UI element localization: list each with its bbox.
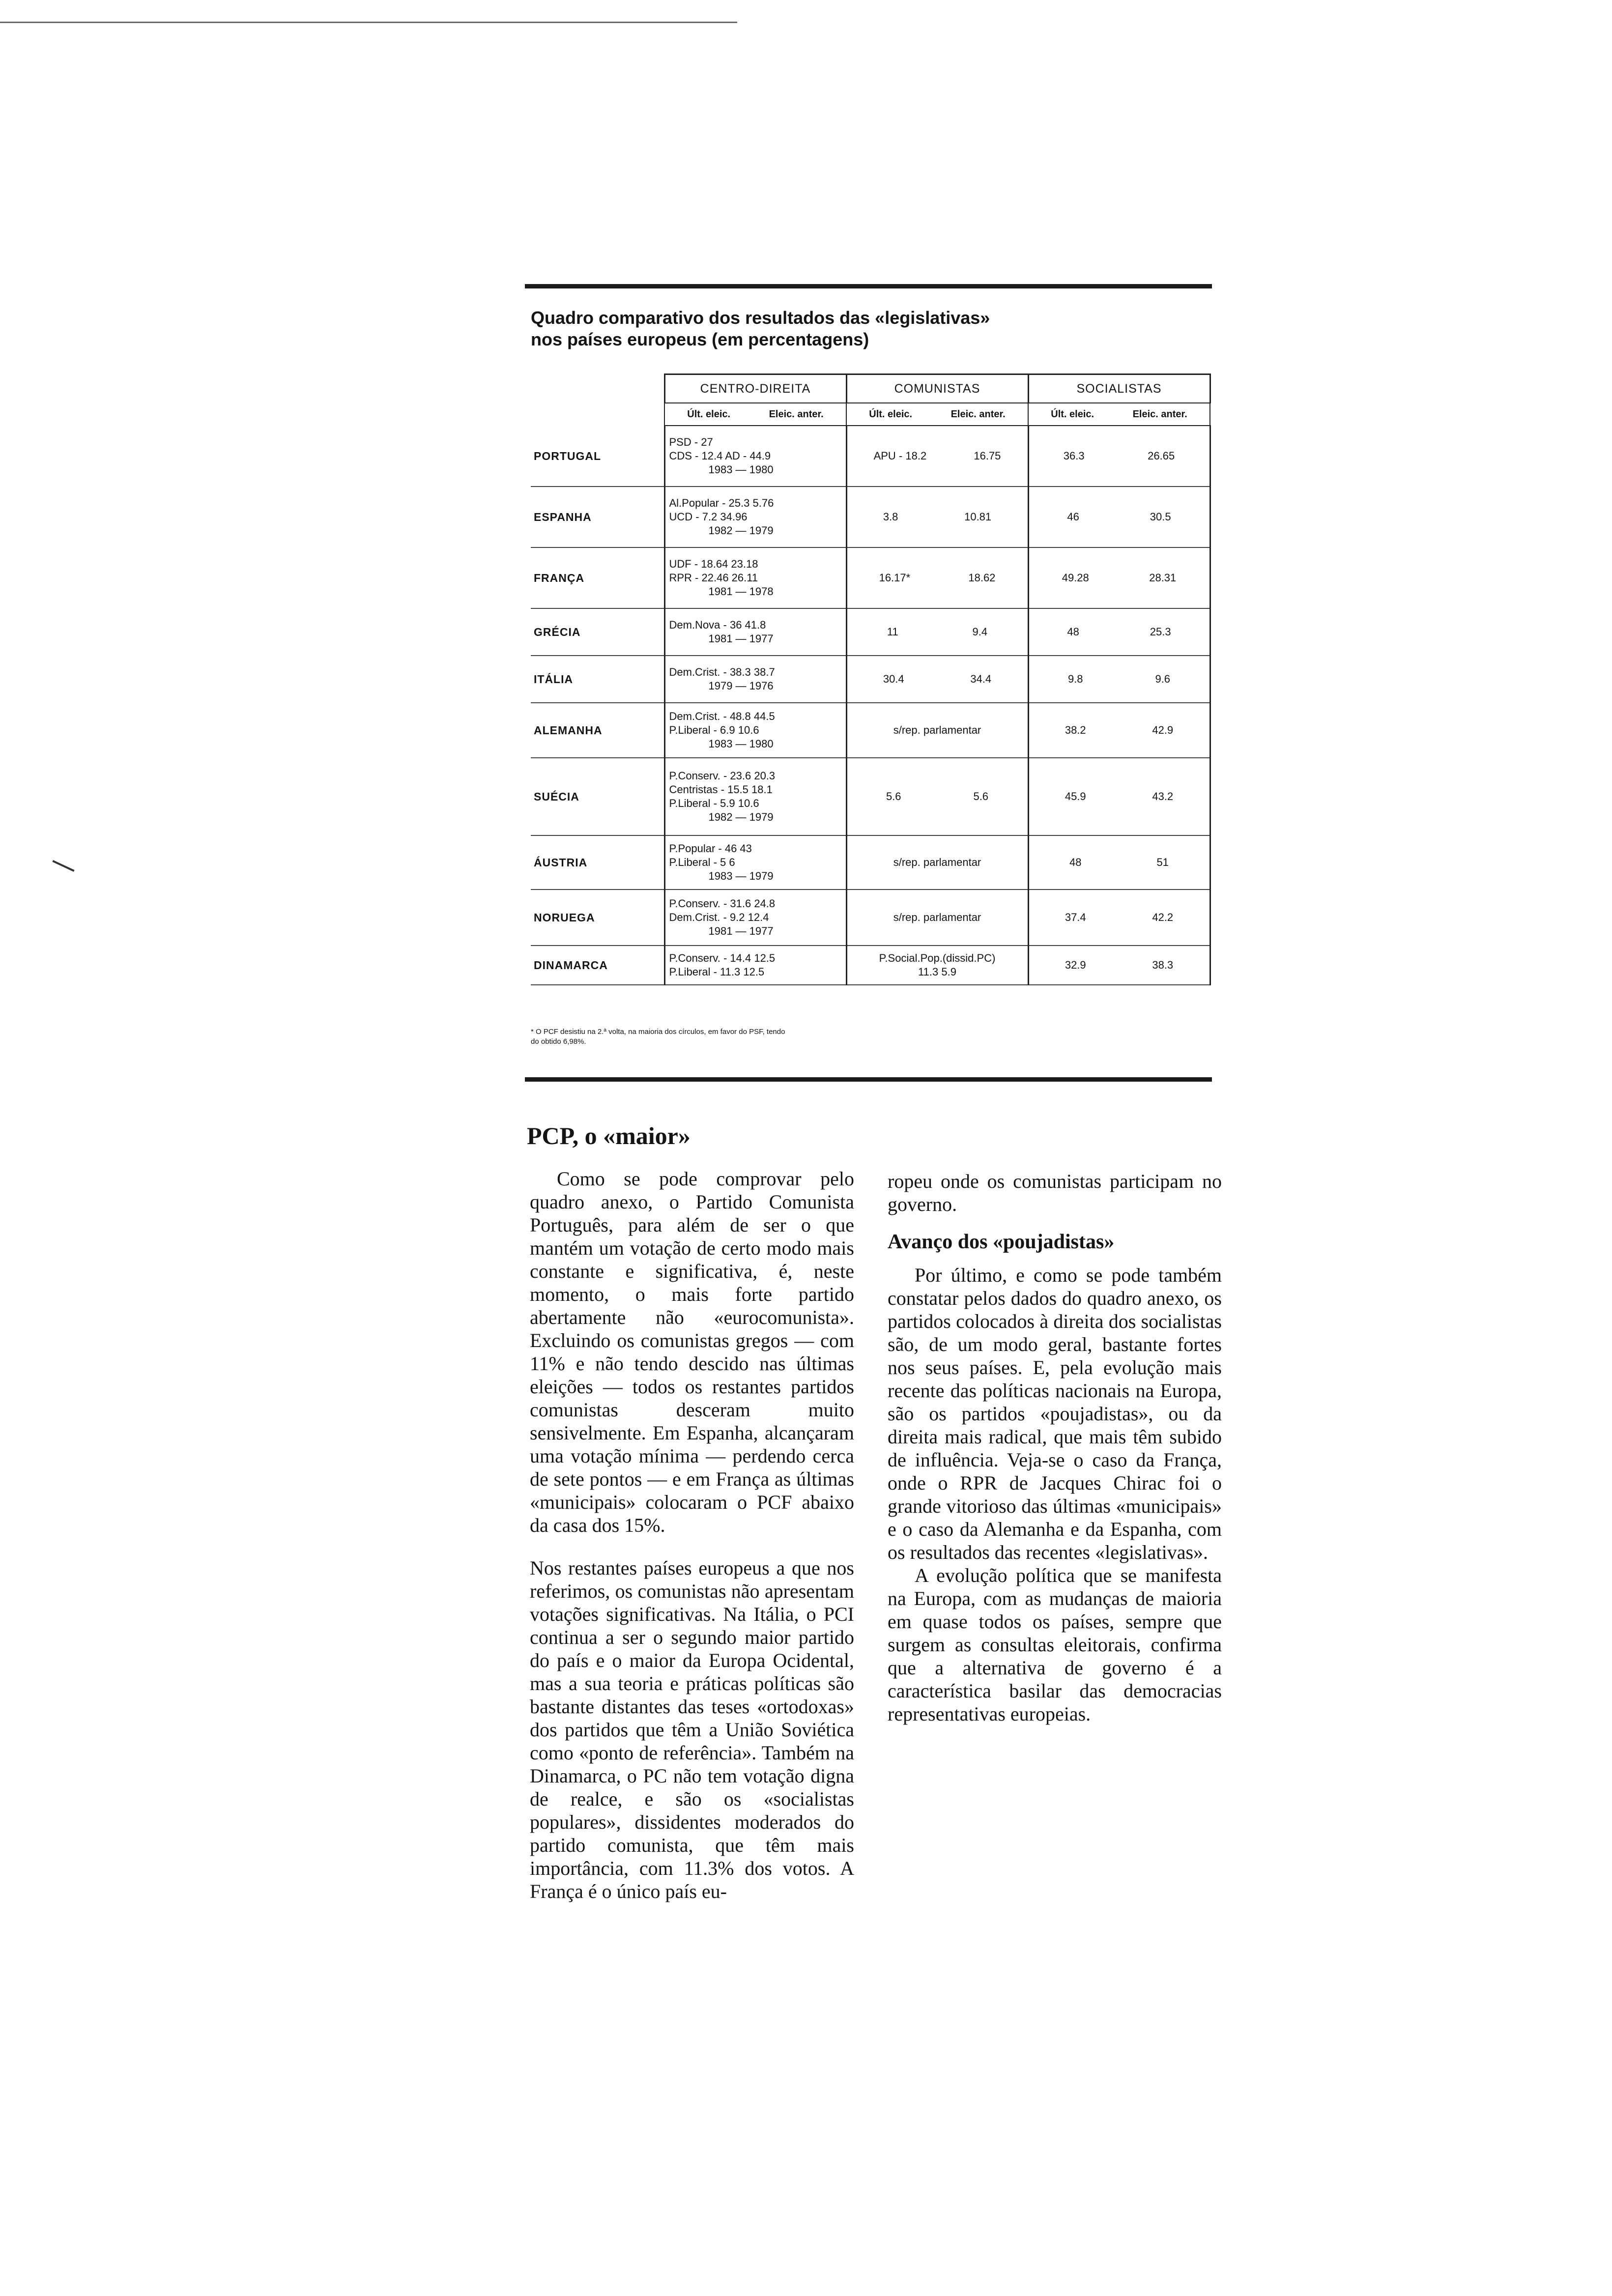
country-name: ESPANHA — [531, 487, 664, 547]
socialistas-cell — [1028, 890, 1210, 946]
table-row — [531, 835, 1210, 890]
value: 42.2 — [1152, 911, 1174, 923]
value: 16.75 — [974, 450, 1001, 462]
party-result: Dem.Crist. - 48.8 44.5 — [669, 710, 775, 722]
country-name: GRÉCIA — [531, 608, 664, 656]
comunistas-cell — [846, 758, 1028, 835]
value: 5.6 — [973, 790, 989, 803]
centro-direita-cell — [664, 426, 846, 487]
table-caption — [531, 307, 1121, 350]
caption-line-1: Quadro comparativo dos resultados das «legislativas» — [531, 308, 990, 328]
value: 45.9 — [1065, 790, 1086, 803]
party-result: P.Liberal - 5 6 — [669, 856, 735, 868]
election-years: 1983 — 1980 — [708, 463, 774, 476]
party-result: P.Liberal - 6.9 10.6 — [669, 724, 759, 736]
comunistas-cell — [846, 890, 1028, 946]
country-name: NORUEGA — [531, 890, 664, 946]
country-name: ALEMANHA — [531, 703, 664, 758]
value: s/rep. parlamentar — [893, 911, 981, 923]
value: 30.5 — [1150, 511, 1171, 523]
country-name: SUÉCIA — [531, 758, 664, 835]
article-column-1 — [530, 1167, 854, 1903]
value: 11.3 5.9 — [918, 966, 956, 978]
party-result: Dem.Nova - 36 41.8 — [669, 619, 766, 631]
article-column-2 — [888, 1170, 1222, 1725]
socialistas-cell — [1028, 547, 1210, 608]
article-heading: PCP, o «maior» — [527, 1122, 691, 1149]
comunistas-cell — [846, 946, 1028, 985]
party-result: P.Popular - 46 43 — [669, 842, 752, 855]
party-result: Dem.Crist. - 9.2 12.4 — [669, 911, 769, 923]
value: 25.3 — [1150, 626, 1171, 638]
centro-direita-cell — [664, 656, 846, 703]
value: 48 — [1069, 856, 1082, 868]
header-comunistas: COMUNISTAS — [846, 374, 1028, 403]
comunistas-cell — [846, 835, 1028, 890]
subheader-socialistas: Últ. eleic. Eleic. anter. — [1028, 403, 1210, 426]
party-result: P.Conserv. - 23.6 20.3 — [669, 770, 776, 782]
value: 16.17* — [879, 572, 911, 584]
socialistas-cell — [1028, 656, 1210, 703]
table-footnote: * O PCF desistiu na 2.ª volta, na maioria dos círculos, em favor do PSF, tendo do obtido 6,98%. — [531, 1028, 785, 1046]
caption-line-2: nos países europeus (em percentagens) — [531, 329, 869, 349]
election-years: 1981 — 1977 — [708, 632, 774, 645]
value: 9.4 — [972, 626, 988, 638]
centro-direita-cell — [664, 703, 846, 758]
value: 3.8 — [883, 511, 898, 523]
table-row — [531, 758, 1210, 835]
centro-direita-cell — [664, 758, 846, 835]
election-years: 1983 — 1980 — [708, 738, 774, 750]
scan-artifact-line — [0, 22, 737, 23]
paragraph: Como se pode comprovar pelo quadro anexo, o Partido Comunista Português, para além de ser o que mantém um votação de certo modo mais constante e significativa, é, neste momento, o mais forte partido abertamente não «eurocomunista». Excluindo os comunistas gregos — com 11% e não tendo descido nas últimas eleições — todos os restantes partidos comunistas desceram muito sensivelmente. Em Espanha, alcançaram uma votação mínima — perdendo cerca de sete pontos — e em França as últimas «municipais» colocaram o PCF abaixo da casa dos 15%. — [530, 1168, 854, 1536]
value: 32.9 — [1065, 959, 1086, 971]
comunistas-cell — [846, 703, 1028, 758]
value: s/rep. parlamentar — [893, 724, 981, 736]
value: 51 — [1156, 856, 1169, 868]
socialistas-cell — [1028, 487, 1210, 547]
table-row — [531, 890, 1210, 946]
bottom-rule — [525, 1077, 1212, 1082]
value: 36.3 — [1063, 450, 1085, 462]
value: 46 — [1067, 511, 1079, 523]
party-result: Centristas - 15.5 18.1 — [669, 783, 773, 796]
value: 28.31 — [1149, 572, 1177, 584]
party-result: CDS - 12.4 AD - 44.9 — [669, 450, 771, 462]
table-row — [531, 426, 1210, 487]
value: 9.8 — [1067, 673, 1083, 685]
centro-direita-cell — [664, 835, 846, 890]
table-row — [531, 547, 1210, 608]
election-years: 1983 — 1979 — [708, 870, 774, 882]
country-name: FRANÇA — [531, 547, 664, 608]
paragraph: A evolução política que se manifesta na Europa, com as mudanças de maioria em quase todos os países, sempre que surgem as consultas eleitorais, confirma que a alternativa de governo é a característica basilar das democracias representativas europeias. — [888, 1564, 1222, 1725]
comunistas-cell — [846, 426, 1028, 487]
party-result: P.Conserv. - 31.6 24.8 — [669, 897, 776, 910]
table-row — [531, 656, 1210, 703]
value: 30.4 — [883, 673, 904, 685]
value: 9.6 — [1155, 673, 1171, 685]
value: APU - 18.2 — [873, 450, 927, 462]
comunistas-cell — [846, 487, 1028, 547]
centro-direita-cell — [664, 487, 846, 547]
party-result: RPR - 22.46 26.11 — [669, 572, 758, 584]
election-years: 1979 — 1976 — [708, 680, 774, 692]
comunistas-cell — [846, 547, 1028, 608]
socialistas-cell — [1028, 835, 1210, 890]
comunistas-cell — [846, 608, 1028, 656]
election-years: 1982 — 1979 — [708, 811, 774, 823]
centro-direita-cell — [664, 890, 846, 946]
value: 48 — [1067, 626, 1079, 638]
party-result: P.Conserv. - 14.4 12.5 — [669, 952, 776, 964]
comunistas-cell — [846, 656, 1028, 703]
socialistas-cell — [1028, 946, 1210, 985]
value: 42.9 — [1152, 724, 1174, 736]
value: s/rep. parlamentar — [893, 856, 981, 868]
socialistas-cell — [1028, 608, 1210, 656]
header-centro-direita: CENTRO-DIREITA — [664, 374, 846, 403]
country-name: ÁUSTRIA — [531, 835, 664, 890]
party-result: Dem.Crist. - 38.3 38.7 — [669, 666, 775, 678]
table-row — [531, 608, 1210, 656]
subheader-comunistas: Últ. eleic. Eleic. anter. — [846, 403, 1028, 426]
table-row — [531, 703, 1210, 758]
election-results-table — [531, 373, 1211, 985]
socialistas-cell — [1028, 703, 1210, 758]
centro-direita-cell — [664, 608, 846, 656]
country-name: DINAMARCA — [531, 946, 664, 985]
election-years: 1981 — 1978 — [708, 585, 774, 598]
centro-direita-cell — [664, 547, 846, 608]
value: 5.6 — [886, 790, 901, 803]
party-result: Al.Popular - 25.3 5.76 — [669, 497, 774, 509]
election-years: 1982 — 1979 — [708, 524, 774, 537]
party-result: P.Liberal - 5.9 10.6 — [669, 797, 759, 809]
value: 18.62 — [968, 572, 996, 584]
scan-artifact-mark — [52, 860, 74, 872]
value: 34.4 — [970, 673, 992, 685]
value: 43.2 — [1152, 790, 1174, 803]
table-row — [531, 946, 1210, 985]
party-result: UCD - 7.2 34.96 — [669, 511, 748, 523]
party-result: P.Liberal - 11.3 12.5 — [669, 966, 765, 978]
value: 10.81 — [964, 511, 992, 523]
value: 37.4 — [1065, 911, 1086, 923]
paragraph: ropeu onde os comunistas participam no governo. — [888, 1170, 1222, 1215]
header-socialistas: SOCIALISTAS — [1028, 374, 1210, 403]
article-subheading: Avanço dos «poujadistas» — [888, 1231, 1115, 1253]
subheader-centro: Últ. eleic. Eleic. anter. — [664, 403, 846, 426]
value: 38.2 — [1065, 724, 1086, 736]
election-years: 1981 — 1977 — [708, 925, 774, 937]
top-rule — [525, 284, 1212, 288]
value: 49.28 — [1062, 572, 1089, 584]
value: 38.3 — [1152, 959, 1174, 971]
value: 26.65 — [1148, 450, 1175, 462]
country-name: PORTUGAL — [531, 426, 664, 487]
socialistas-cell — [1028, 758, 1210, 835]
party-result: PSD - 27 — [669, 436, 713, 448]
socialistas-cell — [1028, 426, 1210, 487]
paragraph: Por último, e como se pode também constatar pelos dados do quadro anexo, os partidos colocados à direita dos socialistas são, de um modo geral, bastante fortes nos seus países. E, pela evolução mais recente das políticas nacionais na Europa, são os partidos «poujadistas», ou da direita mais radical, que mais têm subido de influência. Veja-se o caso da França, onde o RPR de Jacques Chirac foi o grande vitorioso das últimas «municipais» e o caso da Alemanha e da Espanha, com os resultados das recentes «legislativas». — [888, 1264, 1222, 1563]
country-name: ITÁLIA — [531, 656, 664, 703]
value: P.Social.Pop.(dissid.PC) — [879, 952, 996, 964]
centro-direita-cell — [664, 946, 846, 985]
value: 11 — [887, 626, 898, 638]
party-result: UDF - 18.64 23.18 — [669, 558, 758, 570]
table-row — [531, 487, 1210, 547]
paragraph: Nos restantes países europeus a que nos referimos, os comunistas não apresentam votações significativas. Na Itália, o PCI continua a ser o segundo maior partido do país e o maior da Europa Ocidental, mas a sua teoria e práticas políticas são bastante distantes das teses «ortodoxas» dos partidos que têm a União Soviética como «ponto de referência». Também na Dinamarca, o PC não tem votação digna de realce, e são os «socialistas populares», dissidentes moderados do partido comunista, que têm mais importância, com 11.3% dos votos. A França é o único país eu- — [530, 1557, 854, 1902]
